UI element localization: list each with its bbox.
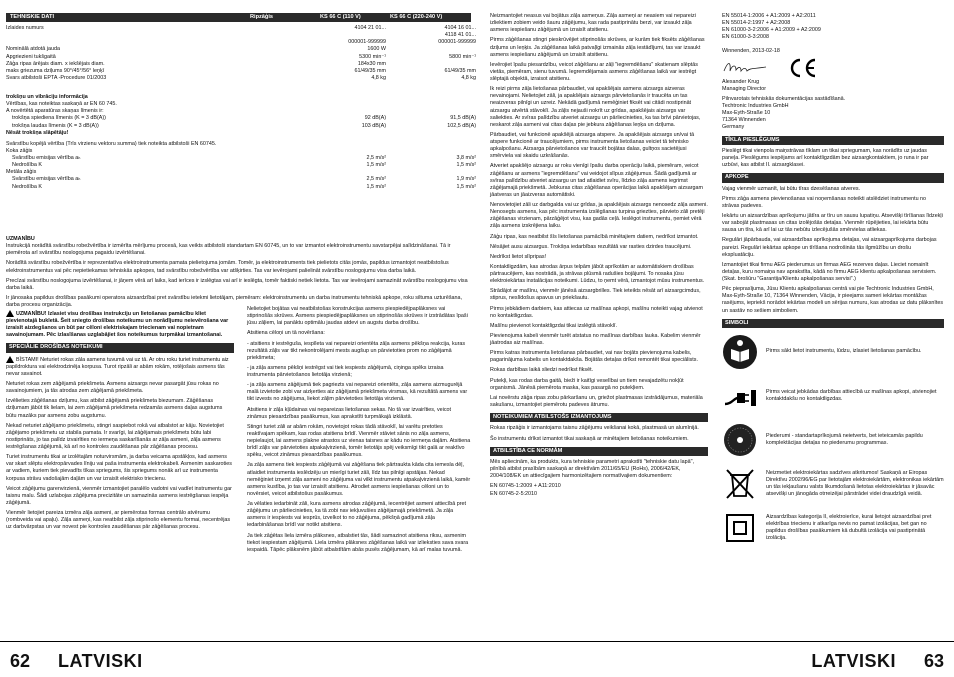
col-c-para-16: Pirms katras instrumenta lietošanas pārbaudiet, vai nav bojāts pievienojuma kabelis, pagarinājuma kabelis un kontaktdakša. Bojātās detaļas drīkst remontēt tikai speciālists. xyxy=(490,350,698,364)
spec-label: Svārstību emisijas vērtība aₕ xyxy=(12,176,81,183)
spec-value-1: 4,8 kg xyxy=(371,74,386,81)
symbol-row xyxy=(722,378,944,414)
tech-data-header xyxy=(6,13,471,22)
language-right: LATVISKI xyxy=(811,651,896,671)
col-a-para-7: Vienmēr lietojiet pareiza izmēra zāļa asmeni, ar piemērotas formas centrālo atvērumu (rombveida vai apaļu). Zāļa asmeņi, kas neatbilst zāļa stiprinošo elementu formai, necentrējas uz darbvārpstas un var novest pie kontroles zaudēšanas pār zāģēšanas procesu. xyxy=(6,510,231,531)
right-column-c xyxy=(490,13,708,633)
col-b-para-1: Nelietojiet bojātas vai neatbilstošas konstrukcijas asmens piespiedējpaplāksnes vai stiprinošās skrūves. Asmens piespiedējpaplāksnes un stiprinošās skrūves ir izstrādātas īpaši jūsu zāļiem, lai panāktu optimālu jaudas atdevi un augstu darba drošību. xyxy=(247,306,468,327)
spec-value-2: 000001-999999 xyxy=(438,39,476,46)
uzmanibu-para-1: Instrukcijā norādītā svārstību robežvērtība ir izmērīta mērījumu procesā, kas veikts atbilstoši standartam EN 60745, un to var izmantot elektroinstrumentu savstarpējai salīdzināšanai. Tā ir piemērota arī svārstību noslogojuma pagaidu izvērtēšanai. xyxy=(6,243,451,257)
maintenance-para-6: Pēc pieprasījuma, Jūsu Klientu apkalpošanas centrā vai pie Techtronic Industries GmbH, Max-Eyth-Straße 10, 71364 Winnenden, Vācija, ir pieejams sameri iekārtas montāžas rasējums, iepriekš norādot iekārtas modeli un sērijas numuru, kas atrodas uz datu plāksnītes un sastāv no sešiem simboliem. xyxy=(722,286,944,314)
noise-intro-2: A novērtētā aparatūras skaņas līmenis ir: xyxy=(6,108,104,115)
tech-table xyxy=(6,25,476,82)
tech-data-col3: KS 66 C (220-240 V) xyxy=(390,14,443,20)
usage-header: NOTEIKUMIEM ATBILSTOŠS IZMANTOJUMS xyxy=(490,413,708,422)
left-footer xyxy=(0,641,477,677)
col-a-para-1: BĪSTAMI! Neturiet rokas zāla asmens tuvumā vai uz tā. Ar otru roku turiet instrumentu aiz papildroktura vai elektrodzinēja korpusa. Turot ripzāli ar abām rokām, rotējošais asmens tās nevar savainot. xyxy=(6,356,229,377)
address-line-3: 71364 Winnenden xyxy=(722,117,766,124)
col-b-para-4: - ja zāļa asmens pēkšņi iestrēgst vai tiek iespiests zāģējumā, ciņinga spēks izraisa instrumenta pārvietošanos lietotāja virzienā; xyxy=(247,364,444,378)
col-a-para-2: Neturiet rokas zem zāģējamā priekšmeta. Asmens aizsargs nevar pasargāt jūsu rokas no savainojumiem, ja tās atrodas zem zāģējamā priekšmeta. xyxy=(6,381,219,395)
spec-value-1: 000001-999999 xyxy=(348,39,386,46)
spec-row xyxy=(6,61,471,68)
spec-row xyxy=(12,162,476,169)
address-line-2: Max-Eyth-Straße 10 xyxy=(722,110,771,117)
col-a-para-5: Turiet instrumentu tikai ar izolētajām noturvirsmām, ja darba veicama apstākļos, kad asmens var skart slēptu elektropārvades līniju vai paša instrumenta elektrokabeli. Asmenim saskaroties ar vadiem, kuriem tiek pievadīts tīkas spriegums, šis spriegums nonāk arī uz instrumenta korpusa strāvu vadošajām daļām un var izraisīt elektrisko triecienu. xyxy=(6,454,232,482)
read-manual-icon xyxy=(722,334,758,370)
right-footer xyxy=(477,641,954,677)
col-a-para-6: Veicot zāģējumu garenvirzienā, vienmēr izmantojiet paralēlo vadotni vai vadīet instrumentu gar taisnu malu. Šādi uzlabojas zāģējuma precizitāte un samazinās asmens iestrēgšanas iespēja zāģējumā. xyxy=(6,485,232,506)
spec-label: Zāģa ripas ārējais diam. x iekšējais diam. xyxy=(6,60,105,67)
col-b-para-9: Ja vēlaties iedarbināt zāli, kura asmens atrodas zāģējumā, iecentrējiet asmeni attiecībā pret zāģējumu un pārliecinieties, ka tā zobi nav iekļuvušies zāģējamajā priekšmetā. Ja zāļa asmens ir iespiests vai iesprūs, izvelkot to no zāģējuma, pēkšņā gadījumā zāļa iedarbināšanas brīdī var notikt atsitiens. xyxy=(247,501,467,529)
address-line-1: Techtronic Industries GmbH xyxy=(722,103,789,109)
noise-warning: Nēsāt trokšņa slāpētāju! xyxy=(6,129,69,136)
norm-3: EN 61000-3-2:2006 + A1:2009 + A2:2009 xyxy=(722,27,821,34)
spec-value-2: 1,9 m/s² xyxy=(456,176,476,183)
doc-authority: Pilnvarotais tehniskās dokumentācijas sastādīšanā. xyxy=(722,95,846,102)
spec-row xyxy=(6,74,476,82)
spec-label: Nedrošība K xyxy=(12,183,42,190)
tech-data-title: TEHNISKIE DATI xyxy=(10,14,55,20)
uzmanibu-para-4: Ir jānosaka papildus drošības pasākumi operatora aizsardzībai pret svārstību ietekmi lietotājam, piemēram: elektroinstrumentu un darba instrumentu tehniskā apkope, roku siltuma uzturēšana, darba procesu organizācija. xyxy=(6,294,463,308)
norm-1: EN 55014-1:2006 + A1:2009 + A2:2011 xyxy=(722,13,816,19)
spec-row xyxy=(12,115,476,122)
symbol-row xyxy=(722,510,944,546)
unplug-icon xyxy=(722,378,758,414)
conformity-norm-2: EN 60745-2-5:2010 xyxy=(490,490,538,497)
symbol-text-3: Piederumi - standartaprīkojumā neietverts, bet ieteicamās papildu komplektācijas detaļas no piederumu programmas. xyxy=(766,432,923,446)
col-c-para-1: Neizmantojiet neasus vai bojātus zāļa asmeņus. Zāļa asmeņi ar neasiem vai nepareizi izliektiem zobiem veido šauru zāģējumu, kas rada pastiprinātu berzi, var izsaukt zāļa asmens iespiešanu zāģējumā un izraisīt atsitienu. xyxy=(490,13,696,34)
col-b-para-3: - atsitiens ir iestrēguša, iespīleta vai nepareizi orientēta zāļa asmens pēkšņa reakcija, kuras rezultātā zāļis var tikt nekontrolējami mests augšup un pārvietoties prom no zāģējamā priekšmeta; xyxy=(247,340,466,361)
spec-row xyxy=(6,32,476,39)
tech-data-col2: KS 66 C (110 V) xyxy=(320,14,361,20)
footer-rule xyxy=(477,641,954,642)
uzmanibu-para-2: Norādītā svārstību robežvērtība ir reprezentatīva elektroinstrumenta pamata pielietojuma jomām. Tomēr, ja elektroinstruments tiek pielietots citās jomās, papildus izmantojot neatbilstošus elektroinstrumentus vai pēc nepietiekamas tehniskās apkopes, tad svārstību robežvērtība var atšķirties. Tas var ievērojami palielināt svārstību noslogojumu visa darba laikā. xyxy=(6,260,449,274)
spec-value-2: 3,8 m/s² xyxy=(456,155,476,161)
col-b-para-7: Stingri turiet zāli ar abām rokām, novietojot rokas tādā stāvoklī, lai varētu pretoties reaktīvajam spēkam, kas rodas atsitiena brīdī. Vienmēr stāviet sānis no zāļa asmens, nepielaujot, lai asmens plakne atrastos uz vienas taisnes ar kādu no iermeņa daļām. Atsitiena brīdī zāļis var pārvietoties atpakaļvirzienā, tomēr lietotājs spēj veiksmīgi tikt galā ar reaktīvo spēku, veicot zināmus piesardzības pasākumus. xyxy=(247,423,471,459)
mains-text: Pieslēgt tikai vienpola maiņstrāvas tīklam un tikai spriegumam, kas norādīts uz jaudas paneļa. Pieslēgums iespējams arī kontaktligzdām bez aizsargkontaktiem, jo runa ir par uzbūvi, kas atbilst II. aizsargklasei. xyxy=(722,147,929,169)
spec-value-2: 5800 min⁻¹ xyxy=(449,53,476,60)
col-c-para-13: Pirms jebkādiem darbiem, kas attiecas uz mašīnas apkopi, mašīnu noteikti vajag atvienot no kontaktligzdas. xyxy=(490,305,703,319)
mains-header: TĪKLA PIESLĒGUMS xyxy=(722,136,944,145)
conformity-norm-1: EN 60745-1:2009 + A11:2010 xyxy=(490,483,561,490)
spec-value-1: 184x30 mm xyxy=(357,60,386,67)
spec-row xyxy=(6,46,471,53)
col-c-para-14: Mašīnu pievienot kontaktligzdai tikai izslēgtā stāvoklī. xyxy=(490,322,618,329)
spec-value-1: 1,5 m/s² xyxy=(366,183,386,190)
uzmanibu-para-3: Precīzai svārstību noslogojuma izvērtēšanai, ir jāņem vērā arī laiks, kad ierīces ir izslēgtas vai arī ir ieslēgta, tomēr faktiski netiek lietota. Tas var ievērojami samazināt svārstību noslogojumu visa darba laikā. xyxy=(6,277,468,291)
danger-triangle-icon xyxy=(6,356,14,363)
spec-value-2: 61/49/35 mm xyxy=(444,67,476,74)
vibration-group-title: Metāla zāģis xyxy=(6,169,37,176)
conformity-text: Mēs apliecinām, ka produkts, kura tehniskie parametri aprakstīti "tehniskie datu lapā", pilnībā atbilst prasībām saskaņā ar direktīvām 2011/65/EU (RoHs), 2006/42/EK, 2004/108/EK un attiecīgajiem harmonizētajiem normatīvajiem dokumentiem: xyxy=(490,459,694,480)
spec-value-2: 102,5 dB(A) xyxy=(447,122,476,129)
col-c-para-4: Ik reizi pirms zāļa lietošanas pārbaudiet, vai apakšējais asmens aizsargs aizveras nevainojami. Nelietojiet zāli, ja apakšējais aizsargs pārvietošanās ir traucēta un tas neaizveras pilnīgi un uzreiz. Nekādā gadījumā nemēģiniet fiksēt vai citādi nostiprināt aizsargu atvērtā stāvoklī. Ja zāļis nejauši nokrīt uz grīdas, apakšējais aizsargs var saliekties. Ar svīras palīdzību atveriet aizsargu un pārliecinieties, ka tas brīvi pārvietojas, neskarot zāļa asmeni vai citas daļas pie jebkura zāģēšanas leņķa un dziļuma. xyxy=(490,86,701,128)
spec-value-1: 4104 21 01... xyxy=(354,25,386,31)
signer-name: Alexander Krug xyxy=(722,78,760,85)
col-c-para-5: Pārbaudiet, vai funkcionē apakšējā aizsarga atspere. Ja apakšējais aizsargs un/vai tā atspere funkcionē ar traucējumiem, pirms instrumenta lietošanas veiciet tā tehnisko apkalpošanu. Aizsarga pārvietošanos var traucēt bojātas dalas, gultņos sacietējusi smērviela vai skaidu uzkrāšanās. xyxy=(490,131,695,160)
symbols-header: SIMBOLI xyxy=(722,319,944,328)
symbol-text-1: Pirms sākt lietot instrumentu, lūdzu, izlasiet lietošanas pamācību. xyxy=(766,348,922,355)
symbol-text-2: Pirms veicat jebkādas darbības attiecībā uz mašīnas apkopi, atvienojiet kontaktdakšu no kontaktligzdas. xyxy=(766,388,937,402)
right-page xyxy=(477,0,954,677)
col-b-para-6: Atsitiens ir zāļa kļūdainas vai nepareizas lietošanas sekas. No tā var izvairīties, veicot zināmus piesardzības pasākumus, kas aprakstīti turpmākajā izklāstā. xyxy=(247,406,452,420)
norm-4: EN 61000-3-3:2008 xyxy=(722,34,770,41)
spec-row xyxy=(6,39,476,46)
col-c-para-10: Nedrīkst lietot slīpripas! xyxy=(490,253,547,260)
maintenance-para-5: Izmantojiet tikai firmu AEG piederumus un firmas AEG rezerves daļas. Lieciet nomainīt detaļas, kuru nomaiņa nav aprakstīta, kādā no firmu AEG klientu apkalpošanas servisiem. (Skat. brošūru "Garantija/Klientu apkalpošanas servisi".) xyxy=(722,261,937,282)
noise-title: trokšņu un vibrāciju informācija xyxy=(6,94,88,100)
spec-value-1: 2,5 m/s² xyxy=(366,176,386,183)
usage-text-2: Šo instrumentu drīkst izmantot tikai saskaņā ar minētajiem lietošanas noteikumiem. xyxy=(490,435,689,442)
saw-blade-icon xyxy=(722,422,758,458)
col-c-para-7: Nenovietojiet zāli uz darbgalda vai uz grīdas, ja apakšējais aizsargs nenosedz zāļa asmeni. Nenosegts asmens, kas pēc instrumenta izslēgšanas turpina griezties, pārvieto zāli pretēji zāģēšanas virzienam, pārzāģējot visu, kas gadās ceļā. Ieslēgot instrumentu, ņemiet vērā zāļa asmens izskrējiena laiku. xyxy=(490,202,708,230)
norm-2: EN 55014-2:1997 + A2:2008 xyxy=(722,20,791,27)
special-safety-header: SPECIĀLIE DROŠĪBAS NOTEIKUMI xyxy=(6,343,234,352)
signature-icon xyxy=(722,59,768,77)
spec-row xyxy=(6,67,476,75)
place-date: Winnenden, 2013-02-18 xyxy=(722,47,780,54)
spec-label: Apgriezieni tukšgaitā xyxy=(6,53,56,60)
spec-row xyxy=(12,155,476,162)
col-a-para-3: Izvēlieties zāģēšanas dziļumu, kas atbilst zāģējamā priekšmeta biezumam. Zāģēšanas dziļumam jābūt tik lielam, lai zem zāģējamā priekšmeta redzamās asmens daļas augstums būtu mazāks par asmens zobu augstumu. xyxy=(6,398,223,419)
spec-value-2: 91,5 dB(A) xyxy=(450,115,476,122)
maintenance-para-4: Regulāri jāpārbauda, vai aizsardzības aprīkojuma detaļas, vai aizsargaprīkojums darbojas pareizi. Regulāri iekārtas apkope un tīrīšana nodrošinās tās ilgmūžību un drošu ekspluatāciju. xyxy=(722,237,937,258)
noise-section xyxy=(6,94,476,191)
vibration-intro: Svārstību kopējā vērtība (Trīs virzienu vektoru summa) tiek noteikta atbilstoši EN 60745. xyxy=(6,140,217,147)
double-insulation-icon xyxy=(722,510,758,546)
tech-data-col1: Ripzāģis xyxy=(250,14,274,20)
symbol-text-4: Neizmetiet elektroiekārtas sadzīves atkritumos! Saskaņā ar Eiropas Direktīvu 2002/96/EG par lietotajām elektroiekārtām, elektronikas iekārtām un tās iekļaušanu valsts likumdošanā lietotas elektroiekārtas ir jāsavāc atsevišķi un jānogāda otrreizējai pārstrādei videi draudzīgā veidā. xyxy=(766,469,944,498)
spec-value-2: 1,5 m/s² xyxy=(456,162,476,169)
maintenance-header: APKOPE xyxy=(722,173,944,182)
signer-title: Managing Director xyxy=(722,85,767,92)
col-c-para-3: Ievērojiet īpašu piesardzību, veicot zāģēšanu ar zāļi "iegremdēšanu" skatienam slēptās vietās, piemēram, sienu tuvumā. Iegremdējamais asmens zāģēšanas laikā var iestrēgt slēptajā objektā, izraisot atsitienu. xyxy=(490,61,698,82)
maintenance-para-1: Vajag vienmēr uzmanīt, lai būtu tīras dzesēšanas atveres. xyxy=(722,185,861,192)
address-line-4: Germany xyxy=(722,124,745,131)
spec-value-1: 92 dB(A) xyxy=(364,115,386,122)
spec-value-1: 1,5 m/s² xyxy=(366,162,386,169)
col-c-para-2: Pirms zāģēšanas stingri pieskrūvējiet stiprinošās skrūves, ar kurām tiek fiksēts zāģēšanas dziļums un leņķis. Ja zāģēšanas laikā patvaļīgi izmainās zāļa iestādījumi, tas var izsaukt asmens iespiešanu zāģējumā un izraisīt atsitienu. xyxy=(490,37,705,58)
spec-value-1: 1600 W xyxy=(367,46,386,53)
spec-row xyxy=(6,53,476,61)
col-b-para-10: Ja tiek zāģētas liela izmēra plāksnes, atbalstiet tās, šādi samazinot atsitiena riksu, asmenim tiekot iespiestam zāģējumā. Liela izmēra plāksnes zāģēšanas laikā var izlieksties sava svara iespaidā. Tāpēc plāksnēm jābūt atbalstītām abās pusēs zāģējumam, kā arī malas tuvumā. xyxy=(247,532,469,553)
uzmanibu-title: UZMANĪBU xyxy=(6,236,35,242)
symbol-text-5: Aizsardzības kategorija II, elektroierīce, kurai lietojot aizsardzībai pret elektrības triecienu ir atkarīga nevis no pamat izolācijas, bet gan no papildus drošības pasākumiem kā dubultā izolācija vai pastiprinātā izolācija. xyxy=(766,513,932,542)
ce-mark-icon xyxy=(788,57,818,79)
col-c-para-8: Zāģu ripas, kas neatbilst šīs lietošanas pamācībā minētajiem datiem, nedrīkst izmantot. xyxy=(490,233,699,240)
warning-text: UZMANĪBU! Izlasiet visu drošības instrukciju un lietošanas pamācību kliet pievienotajā bukletā. Šeit sniegto drošības noteikumu un norādījumu neievērošana var izraisīt aizdegšanos un būt par cēloni elektriskajam triecienam vai nopietnam savainojumam. Pēc izlasīšanas uzglabājiet šos noteikumus turpmākai izmantošanai. xyxy=(6,310,229,339)
spec-label: Nedrošība K xyxy=(12,162,42,169)
spec-label: trokšņa laudas līmenis (K = 3 dB(A)) xyxy=(12,122,99,129)
col-c-para-19: Lai novērstu zāģa ripas zobu pārkaršanu un, griežot plastmasas izstrādājumus, materiāla sakušanu, izmantojiet piemērotu padeves ātrumu. xyxy=(490,394,703,408)
warning-triangle-icon xyxy=(6,310,14,317)
spec-value-1: 2,5 m/s² xyxy=(366,155,386,161)
spec-label: maks griezuma dziļums 90°/45°/56° leņķī xyxy=(6,67,105,74)
spec-value-1: 61/49/35 mm xyxy=(354,67,386,74)
col-a-para-4: Nekad neturiet zāģējamo priekšmetu, stingri saspiebot rokā vai atbalstot ar kāju. Novietojiet zāģējamo priekšmetu uz stabila pamata. Ir svarīgi, lai zāģējamais priekšmets būtu labi nostiprināts, jo tas palīdz izvairīties no iermeņa saskarīšanās ar zāļa asmeni, zāļa asmens iestrēgšanas zāģējumā, kā arī no kontroles zaudēšanas pār zāģēšanas procesu. xyxy=(6,422,224,451)
noise-intro-1: Vērtības, kas noteiktas saskaņā ar EN 60 745. xyxy=(6,101,117,108)
col-c-para-18: Putekļi, kas rodas darba gaitā, bieži ir kaitīgi veselībai un tiem nevajadzētu nokļūt organismā. Jānēsā piemērota maska, kas pasargā no putekļiem. xyxy=(490,377,684,391)
col-c-para-12: Strādājot ar mašīnu, vienmēr jānēsā aizsargbrilles. Tiek ieteikts nēsāt arī aizsargcimdus, stiprus, neslīdošus apavus un priekšautu. xyxy=(490,288,701,302)
spec-row xyxy=(12,183,476,191)
spec-row xyxy=(12,122,476,130)
spec-value-2: 1,5 m/s² xyxy=(456,183,476,190)
page-number-right: 63 xyxy=(923,651,944,671)
spec-value-1: 103 dB(A) xyxy=(361,122,386,129)
spec-label: Svārstību emisijas vērtība aₕ xyxy=(12,155,81,161)
col-c-para-15: Pievienojuma kabeli vienmēr turēt atstatus no mašīnas darbības lauka. Kabelim vienmēr jāatrodas aiz mašīnas. xyxy=(490,332,701,346)
language-left: LATVISKI xyxy=(58,651,143,671)
col-b-para-8: Ja zāļa asmens tiek iespiests zāģējumā vai zāģēšana tiek pārtraukta kāda cita iemesla dēļ, atlaidiet instrumenta ieslēdzēju un mierīgi turiet zāli, līdz tas pilnīgi apstājas. Nekad nemēģiniet izņemt zāļa asmeni no zāģējuma vai vilkt instrumentu atpakaļvirzienā laikā, kamēr asmens kustība, jo tas var izraisīt atsitienu. Atrodiet asmens iespiešanas cēloni un to novērsiet, veicot atbilstošus pasākumus. xyxy=(247,462,471,497)
col-c-para-6: Atveriet apakšējo aizsargu ar roku vienīgi īpašu darba operāciju laikā, piemēram, veicot zāģēšanu ar asmens "iegremdēšanu" vai veidojot slīpus zāģējumus. Šādā gadījumā ar svīras palīdzību atveriet aizsargu un tad atlaidiet svīru, līdzko zāļa asmens iegrimst zāģējamajā priekšmetā. Jebkuras citas zāģēšanas operācijas laikā apakšējam aizsargam jāatveras un jāaizveras automātiski. xyxy=(490,163,704,198)
page-number-left: 62 xyxy=(10,651,31,671)
usage-text: Rokas ripzāģis ir izmantojams taisnu zāģējumu veikšanai kokā, plastmasā un alumīnijā. xyxy=(490,425,699,432)
spec-row xyxy=(12,176,476,183)
col-c-para-17: Rokas darbības laikā sliedzi nedrīkst fiksēt. xyxy=(490,367,594,374)
spec-label: Svars atbilstoši EPTA -Procedure 01/2003 xyxy=(6,74,107,81)
spec-label: Nominālā atdotā jauda xyxy=(6,46,60,53)
spec-label: trokšņa spiediena līmenis (K = 3 dB(A)) xyxy=(12,115,106,122)
spec-value-2: 4118 41 01... xyxy=(444,32,476,39)
footer-rule xyxy=(0,641,477,642)
spec-label: Izlaides numurs xyxy=(6,25,44,31)
spec-row xyxy=(6,25,476,32)
vibration-group-title: Koka zāģis xyxy=(6,147,33,154)
col-b-para-2: Atsitiena cēloņi un tā novēršana: xyxy=(247,330,325,337)
col-c-para-9: Nēsājiet ausu aizsargus. Trokšņa iedarbības rezultātā var rasties dzirdes traucējumi. xyxy=(490,243,692,250)
left-column-b xyxy=(247,306,471,632)
symbol-row xyxy=(722,466,944,502)
uzmanibu-section xyxy=(6,236,471,312)
maintenance-para-3: Iekārtu un aizsardzības aprīkojumu jātīra ar tīru un sausu lupatiņu. Atsevišķi tīrīšanas līdzekļi var sabojāt plastmasas un citas izolējošās detaļas. Vienmēr rūpējieties, lai iekārta būtu sausa un tīra, kā arī lai uz tās nebūtu izlecējušās smērvielas atliekas. xyxy=(722,213,943,234)
conformity-header: ATBILSTĪBA CE NORMĀM xyxy=(490,447,708,456)
col-b-para-5: - ja zāļa asmens zāģējumā tiek pagriezts vai nepareizi orientēts, zāļa asmens aizmugurējā malā izvietotie zobi var aizķerties aiz zāģējamā priekšmeta virsmas, kā rezultātā asmens var tikt izvests no zāģējuma, liekot zāļim pārvietoties lietotāja virzienā. xyxy=(247,382,468,403)
spec-value-1: 5300 min⁻¹ xyxy=(359,53,386,60)
spec-value-2: 4104 16 01... xyxy=(444,25,476,31)
col-c-para-11: Kontaktligzdām, kas atrodas ārpus telpām jābūt aprīkotām ar automātiskiem drošības pārtraucējiem, kas nostrādā, ja strāvas plūsmā radušies bojājumi. To nosaka jūsu elektroiekārtas instalācijas noteikumi. Lūdzu, to ņemt vērā, izmantojot mūsu instrumentus. xyxy=(490,263,705,285)
maintenance-para-2: Pirms zāģa asmens pievienošanas vai noņemšanas noteikti atslēdziet instrumentu no strāvas padeves. xyxy=(722,195,927,209)
left-column-a xyxy=(6,310,234,632)
waste-bin-crossed-icon xyxy=(722,466,758,502)
symbol-row xyxy=(722,334,944,370)
spec-value-2: 4,8 kg xyxy=(461,74,476,81)
right-column-d xyxy=(722,13,944,633)
symbol-row xyxy=(722,422,944,458)
